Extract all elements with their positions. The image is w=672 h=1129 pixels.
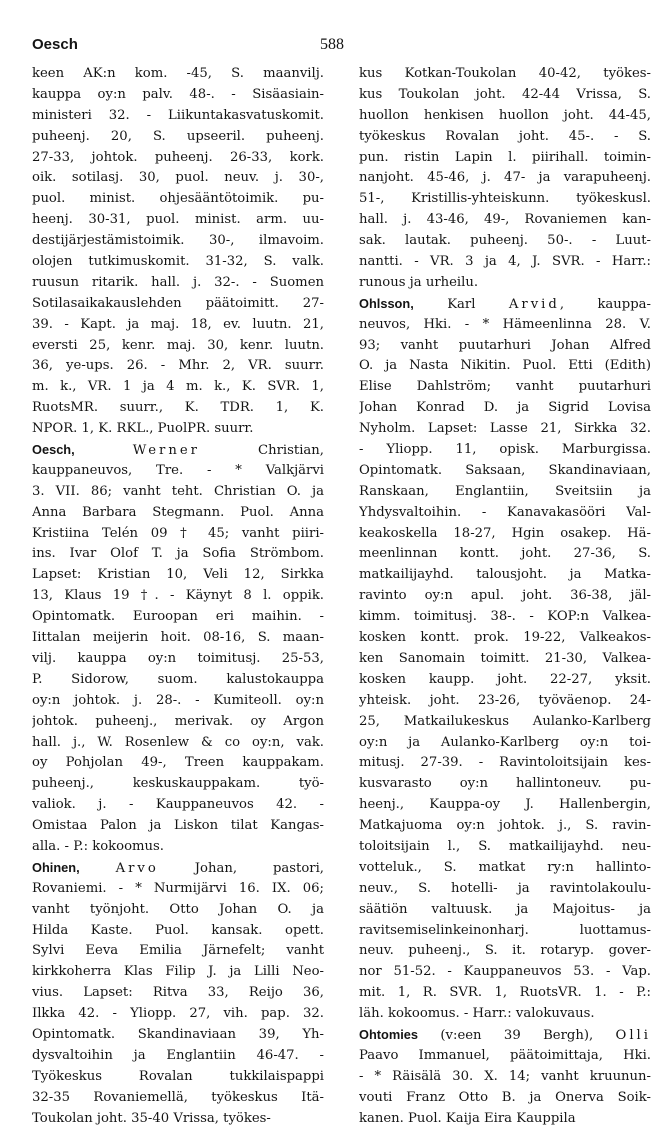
text-run: Karl — [413, 296, 509, 312]
text-line — [359, 837, 651, 858]
entry-given-name: Arvid — [508, 296, 560, 312]
text-line — [32, 127, 324, 148]
text-line — [359, 524, 651, 545]
text-run: ministeri 32. - Liikuntakasvatuskomit. — [32, 107, 324, 123]
text-line — [359, 795, 651, 816]
text-run: alla. - P.: kokoomus. — [32, 838, 164, 854]
text-line — [359, 607, 651, 628]
text-run: Anna Barbara Stegmann. Puol. Anna — [32, 504, 324, 520]
entry-given-name: Werner — [132, 443, 200, 459]
text-run: Nyholm. Lapset: Lasse 21, Sirkka 32. — [359, 421, 651, 437]
text-run: O. ja Nasta Nikitin. Puol. Etti (Edith) — [359, 358, 651, 374]
text-run: Johan, pastori, — [158, 860, 324, 876]
text-run: Christian, — [199, 443, 324, 459]
text-run: vanht työnjoht. Otto Johan O. ja — [32, 901, 324, 917]
text-run: Matkajuoma oy:n johtok. j., S. ravin- — [359, 818, 651, 834]
text-run: Lapset: Kristian 10, Veli 12, Sirkka — [32, 567, 324, 583]
text-line — [32, 753, 324, 774]
text-line — [32, 168, 324, 189]
text-run — [75, 443, 133, 458]
text-run: johtok. puheenj., merivak. oy Argon — [32, 713, 324, 729]
text-run: 25, Matkailukeskus Aulanko-Karlberg — [359, 713, 651, 729]
text-line — [32, 273, 324, 294]
text-run: Kristiina Telén 09 † 45; vanht piiri- — [32, 525, 324, 541]
text-run: kirkkoherra Klas Filip J. ja Lilli Neo- — [32, 964, 324, 980]
text-run: Opintomatk. Euroopan eri maihin. - — [32, 609, 324, 625]
left-text-column — [32, 64, 324, 1129]
text-run: NPOR. 1, K. RKL., PuolPR. suurr. — [32, 421, 254, 437]
text-run: runous ja urheilu. — [359, 274, 479, 290]
text-run: ins. Ivar Olof T. ja Sofia Strömbom. — [32, 546, 324, 562]
text-line — [32, 1067, 324, 1088]
text-line — [32, 64, 324, 85]
text-run: votteluk., S. matkat ry:n hallinto- — [359, 859, 651, 875]
text-line — [32, 1088, 324, 1109]
text-run: dysvaltoihin ja Englantiin 46-47. - — [32, 1047, 324, 1063]
text-run: m. k., VR. 1 ja 4 m. k., K. SVR. 1, — [32, 379, 324, 395]
text-line — [32, 649, 324, 670]
text-run: keakoskella 18-27, Hgin osakep. Hä- — [359, 525, 651, 541]
entry-surname: Ohtomies — [359, 1026, 419, 1042]
text-run: läh. kokoomus. - Harr.: valokuvaus. — [359, 1006, 595, 1022]
text-line — [32, 795, 324, 816]
text-run: neuv., S. hotelli- ja ravintolakoulu- — [359, 880, 651, 896]
text-run: ken Sanomain toimitt. 21-30, Valkea- — [359, 650, 651, 666]
text-run: puol. minist. ohjesääntötoimik. pu- — [32, 191, 324, 207]
text-line — [32, 398, 324, 419]
text-run: heenj. 30-31, puol. minist. arm. uu- — [32, 212, 324, 228]
text-run: Rovaniemi. - * Nurmijärvi 16. IX. 06; — [32, 880, 324, 896]
text-run: Sotilasaikakauslehden päätoimitt. 27- — [32, 295, 324, 311]
text-run: 3. VII. 86; vanht teht. Christian O. ja — [32, 483, 324, 499]
text-run: ravinto oy:n apul. joht. 36-38, jäl- — [359, 588, 651, 604]
text-run: hall. j., W. Rosenlew & co oy:n, vak. — [32, 734, 324, 750]
text-line — [32, 858, 324, 879]
text-run: nantti. - VR. 3 ja 4, J. SVR. - Harr.: — [359, 254, 651, 270]
text-run: 27-33, johtok. puheenj. 26-33, kork. — [32, 149, 324, 165]
text-run: kanen. Puol. Kaija Eira Kauppila — [359, 1110, 576, 1126]
text-line — [359, 419, 651, 440]
text-line — [359, 85, 651, 106]
text-run: 36, ye-ups. 26. - Mhr. 2, VR. suurr. — [32, 358, 324, 374]
text-run: toloitsijain l., S. matkailijayhd. neu- — [359, 838, 651, 854]
text-run: matkailijayhd. talousjoht. ja Matka- — [359, 567, 651, 583]
text-line — [32, 983, 324, 1004]
entry-surname: Ohinen, — [32, 859, 80, 875]
text-line — [359, 231, 651, 252]
text-line — [359, 252, 651, 273]
text-line — [32, 1025, 324, 1046]
text-run: huollon henkisen huollon joht. 44-45, — [359, 107, 651, 123]
text-line — [359, 1025, 651, 1046]
text-line — [359, 753, 651, 774]
text-line — [32, 712, 324, 733]
text-line — [359, 565, 651, 586]
text-line — [32, 962, 324, 983]
text-run: kosken kaupp. joht. 22-27, yksit. — [359, 671, 651, 687]
text-run: - * Räisälä 30. X. 14; vanht kruunun- — [359, 1068, 651, 1084]
text-line — [32, 837, 324, 858]
text-run: , kauppa- — [559, 296, 651, 312]
text-run: neuvos, Hki. - * Hämeenlinna 28. V. — [359, 316, 651, 332]
text-run: kusvarasto oy:n hallintoneuv. pu- — [359, 776, 651, 792]
text-run: eversti 25, kenr. maj. 30, kenr. luutn. — [32, 337, 324, 353]
text-run: heenj., Kauppa-oy J. Hallenbergin, — [359, 797, 651, 813]
text-run: 39. - Kapt. ja maj. 18, ev. luutn. 21, — [32, 316, 324, 332]
text-line — [359, 356, 651, 377]
text-run: Elise Dahlström; vanht puutarhuri — [359, 379, 651, 395]
text-line — [359, 962, 651, 983]
text-line — [32, 503, 324, 524]
text-run: 93; vanht puutarhuri Johan Alfred — [359, 337, 651, 353]
text-run: Ilkka 42. - Yliopp. 27, vih. pap. 32. — [32, 1006, 324, 1022]
text-run: Toukolan joht. 35-40 Vrissa, työkes- — [32, 1110, 271, 1126]
text-line — [32, 586, 324, 607]
text-line — [32, 1109, 324, 1129]
text-run: vouti Franz Otto B. ja Onerva Soik- — [359, 1089, 651, 1105]
text-line — [32, 106, 324, 127]
text-line — [359, 106, 651, 127]
text-line — [359, 64, 651, 85]
text-run: 51-, Kristillis-yhteiskunn. työkeskusl. — [359, 191, 651, 207]
text-run: yhteisk. joht. 23-26, työväenop. 24- — [359, 692, 651, 708]
text-line — [32, 691, 324, 712]
text-run: P. Sidorow, suom. kalustokauppa — [32, 671, 324, 687]
text-run: ruusun ritarik. hall. j. 32-. - Suomen — [32, 274, 324, 290]
text-line — [359, 858, 651, 879]
text-run: kimm. toimitusj. 38-. - KOP:n Valkea- — [359, 609, 651, 625]
text-line — [32, 816, 324, 837]
text-line — [359, 1067, 651, 1088]
entry-given-name: Olli — [615, 1027, 651, 1043]
text-run: pun. ristin Lapin l. piirihall. toimin- — [359, 149, 651, 165]
text-line — [32, 85, 324, 106]
text-line — [359, 544, 651, 565]
text-run: RuotsMR. suurr., K. TDR. 1, K. — [32, 400, 324, 416]
text-line — [32, 189, 324, 210]
text-line — [32, 148, 324, 169]
text-line — [359, 482, 651, 503]
running-head: Oesch — [32, 36, 78, 53]
text-run: Yhdysvaltoihin. - Kanavakasööri Val- — [359, 504, 651, 520]
text-line — [359, 712, 651, 733]
text-run: 13, Klaus 19 †. - Käynyt 8 l. oppik. — [32, 588, 324, 604]
text-line — [359, 210, 651, 231]
text-line — [359, 900, 651, 921]
text-run: oik. sotilasj. 30, puol. neuv. j. 30-, — [32, 170, 324, 186]
text-line — [32, 1004, 324, 1025]
text-line — [359, 398, 651, 419]
text-line — [359, 189, 651, 210]
text-line — [32, 774, 324, 795]
text-run: oy:n ja Aulanko-Karlberg oy:n toi- — [359, 734, 651, 750]
text-line — [359, 127, 651, 148]
text-run: Opintomatk. Saksaan, Skandinaviaan, — [359, 462, 651, 478]
text-line — [359, 733, 651, 754]
text-run: kosken kontt. prok. 19-22, Valkeakos- — [359, 630, 651, 646]
text-run: meenlinnan kontt. joht. 27-36, S. — [359, 546, 651, 562]
text-line — [359, 1088, 651, 1109]
page-number: 588 — [320, 36, 344, 53]
text-line — [32, 733, 324, 754]
text-run: mitusj. 27-39. - Ravintoloitsijain kes- — [359, 755, 651, 771]
text-line — [32, 900, 324, 921]
text-run: Hilda Kaste. Puol. kansak. opett. — [32, 922, 324, 938]
text-run: kus Kotkan-Toukolan 40-42, työkes- — [359, 66, 651, 81]
text-line — [359, 168, 651, 189]
text-run: neuv. puheenj., S. it. rotaryp. gover- — [359, 943, 651, 959]
text-run: oy:n johtok. j. 28-. - Kumiteoll. oy:n — [32, 692, 324, 708]
text-line — [32, 565, 324, 586]
text-line — [359, 1109, 651, 1129]
text-run: Sylvi Eeva Emilia Järnefelt; vanht — [32, 943, 324, 959]
text-line — [359, 336, 651, 357]
text-run: kauppaneuvos, Tre. - * Valkjärvi — [32, 462, 324, 478]
text-line — [359, 628, 651, 649]
text-line — [32, 482, 324, 503]
text-line — [32, 419, 324, 440]
text-line — [32, 607, 324, 628]
text-run: olojen tutkimuskomit. 31-32, S. valk. — [32, 254, 324, 270]
text-line — [32, 231, 324, 252]
text-line — [32, 461, 324, 482]
text-line — [359, 691, 651, 712]
text-run: sak. lautak. puheenj. 50-. - Luut- — [359, 233, 651, 249]
text-line — [32, 670, 324, 691]
text-line — [32, 294, 324, 315]
text-line — [32, 879, 324, 900]
text-run: - Yliopp. 11, opisk. Marburgissa. — [359, 442, 651, 458]
text-run: nor 51-52. - Kauppaneuvos 53. - Vap. — [359, 964, 651, 980]
text-run: puheenj., keskuskauppakam. työ- — [32, 776, 324, 792]
text-line — [359, 315, 651, 336]
text-line — [32, 210, 324, 231]
text-line — [359, 377, 651, 398]
text-run: hall. j. 43-46, 49-, Rovaniemen kan- — [359, 212, 651, 228]
text-run: Johan Konrad D. ja Sigrid Lovisa — [359, 400, 651, 416]
text-line — [359, 816, 651, 837]
text-run: 32-35 Rovaniemellä, työkeskus Itä- — [32, 1089, 324, 1105]
text-run: kus Toukolan joht. 42-44 Vrissa, S. — [359, 86, 651, 102]
text-line — [359, 440, 651, 461]
text-line — [359, 503, 651, 524]
text-run: Omistaa Palon ja Liskon tilat Kangas- — [32, 818, 324, 834]
text-line — [359, 983, 651, 1004]
text-line — [32, 1046, 324, 1067]
text-run: mit. 1, R. SVR. 1, RuotsVR. 1. - P.: — [359, 985, 651, 1001]
text-line — [359, 649, 651, 670]
text-run: kauppa oy:n palv. 48-. - Sisäasiain- — [32, 86, 324, 102]
text-run: Paavo Immanuel, päätoimittaja, Hki. — [359, 1047, 651, 1063]
text-line — [359, 294, 651, 315]
text-line — [32, 377, 324, 398]
text-line — [359, 148, 651, 169]
text-run: vilj. kauppa oy:n toimitusj. 25-53, — [32, 650, 324, 666]
entry-given-name: Arvo — [115, 860, 159, 876]
text-run: valiok. j. - Kauppaneuvos 42. - — [32, 797, 324, 813]
text-line — [359, 461, 651, 482]
text-run: Työkeskus Rovalan tukkilaispappi — [32, 1068, 324, 1084]
text-line — [32, 628, 324, 649]
text-run: säätiön valtuusk. ja Majoitus- ja — [359, 901, 651, 917]
text-line — [32, 524, 324, 545]
text-line — [359, 941, 651, 962]
text-line — [359, 921, 651, 942]
text-line — [359, 273, 651, 294]
text-run: oy Pohjolan 49-, Treen kauppakam. — [32, 755, 324, 771]
text-line — [32, 252, 324, 273]
text-run: keen AK:n kom. -45, S. maanvilj. — [32, 66, 324, 81]
right-text-column — [359, 64, 651, 1129]
text-run: (v:een 39 Bergh), — [418, 1027, 616, 1043]
text-line — [32, 356, 324, 377]
entry-surname: Ohlsson, — [359, 295, 414, 311]
text-run: Ranskaan, Englantiin, Sveitsiin ja — [359, 483, 651, 499]
text-run: työkeskus Rovalan joht. 45-. - S. — [359, 128, 651, 144]
text-line — [359, 774, 651, 795]
text-run: puheenj. 20, S. upseeril. puheenj. — [32, 128, 324, 144]
text-line — [359, 586, 651, 607]
text-line — [32, 544, 324, 565]
text-line — [32, 315, 324, 336]
text-line — [359, 879, 651, 900]
text-line — [32, 921, 324, 942]
text-line — [32, 440, 324, 461]
text-line — [359, 670, 651, 691]
text-run — [80, 861, 116, 876]
text-run: Iittalan meijerin hoit. 08-16, S. maan- — [32, 630, 324, 646]
text-run: nanjoht. 45-46, j. 47- ja varapuheenj. — [359, 170, 651, 186]
text-line — [32, 336, 324, 357]
text-line — [359, 1004, 651, 1025]
text-run: vius. Lapset: Ritva 33, Reijo 36, — [32, 985, 324, 1001]
entry-surname: Oesch, — [32, 442, 75, 458]
text-line — [32, 941, 324, 962]
text-run: destijärjestämistoimik. 30-, ilmavoim. — [32, 233, 324, 249]
text-line — [359, 1046, 651, 1067]
text-run: ravitsemiselinkeinonharj. luottamus- — [359, 922, 651, 938]
text-run: Opintomatk. Skandinaviaan 39, Yh- — [32, 1026, 324, 1042]
